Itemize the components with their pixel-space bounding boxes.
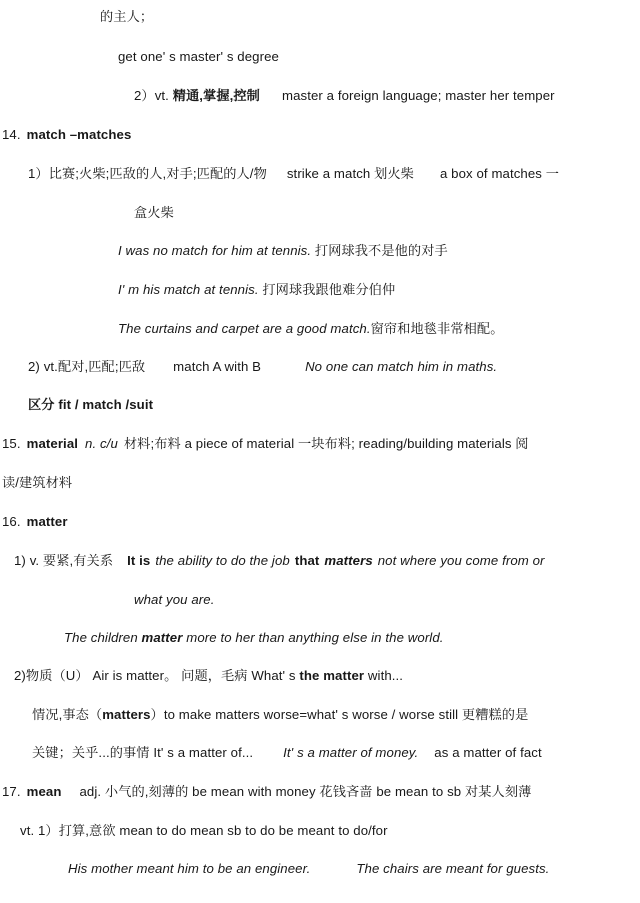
entry-headword-match: match –matches — [26, 127, 132, 142]
text-line-box-of-matches-cont: 盒火柴 — [134, 205, 174, 220]
example-translation-cn: 打网球我不是他的对手 — [311, 243, 448, 258]
phrase-match-a-with-b: match A with B — [173, 359, 262, 374]
definition-material: 材料;布料 a piece of material 一块布料; reading/building materials 阅 — [123, 436, 529, 451]
text-line-match-sense2 — [28, 360, 497, 375]
phrase-with-ellipsis: with... — [364, 668, 404, 683]
entry-headword-matter: matter — [26, 514, 68, 529]
entry-number-14: 14. — [2, 127, 21, 142]
entry-number-16: 16. — [2, 514, 21, 529]
phrase-box-of-matches: a box of matches 一 — [439, 166, 560, 181]
emphasis-matter: matter — [141, 630, 183, 645]
phrase-as-a-matter-of-fact: as a matter of fact — [434, 745, 542, 760]
text-line-mean-examples — [68, 862, 549, 877]
text-line-matter-of — [32, 746, 542, 761]
text-line-master-vt — [134, 89, 555, 104]
text-line-matter-sense1 — [14, 554, 545, 569]
text-line-master-owner: 的主人； — [100, 9, 154, 24]
example-part-a: The children — [64, 630, 142, 645]
part-of-speech-material: n. c/u — [85, 436, 118, 451]
entry-headword-material: material — [26, 436, 79, 451]
text-line-matter-sense2 — [14, 669, 403, 684]
emphasis-matters-plural: matters — [102, 707, 151, 722]
example-sentence-en: No one can match him in maths. — [305, 359, 498, 374]
emphasis-that: that — [294, 553, 320, 568]
example-clause-tail: not where you come from or — [377, 553, 545, 568]
text-line-example-children-matter — [64, 631, 444, 646]
text-line-what-you-are: what you are. — [134, 592, 215, 607]
entry-number-17: 17. — [2, 784, 21, 799]
example-matter-of-money: It' s a matter of money. — [283, 745, 419, 760]
text-line-example-no-match — [118, 244, 448, 259]
text-line-match-sense1 — [28, 167, 559, 182]
emphasis-it-is: It is — [127, 553, 151, 568]
example-translation-cn: 打网球我跟他难分伯仲 — [258, 282, 396, 297]
sense-number-2: 2）vt. — [134, 88, 173, 103]
example-engineer: His mother meant him to be an engineer. — [68, 861, 311, 876]
examples-en: master a foreign language; master her temper — [281, 88, 555, 103]
gloss-chinese-key: 关键；关乎...的事情 It' s a matter of... — [32, 745, 254, 760]
example-translation-cn: 窗帘和地毯非常相配。 — [370, 321, 504, 336]
emphasis-the-matter: the matter — [299, 668, 365, 683]
example-sentence-en: I was no match for him at tennis. — [118, 243, 312, 258]
entry-heading-14 — [2, 128, 131, 143]
text-line-get-masters-degree: get one' s master' s degree — [118, 49, 279, 64]
entry-heading-15 — [2, 437, 529, 452]
gloss-chinese-matter-1: 1) v. 要紧,有关系 — [14, 553, 114, 568]
example-sentence-en: I' m his match at tennis. — [118, 282, 259, 297]
phrase-make-matters-worse: ）to make matters worse=what' s worse / worse still 更糟糕的是 — [150, 707, 529, 722]
text-line-example-curtains — [118, 322, 503, 337]
gloss-chinese: 精通,掌握,控制 — [172, 88, 260, 103]
text-line-material-cont: 读/建筑材料 — [2, 475, 73, 490]
definition-mean-adj: adj. 小气的,刻薄的 be mean with money 花钱吝啬 be mean to sb 对某人刻薄 — [79, 784, 532, 799]
gloss-chinese-matter-2: 2)物质（U） Air is matter。 问题，毛病 What' s — [14, 668, 300, 683]
emphasis-matters: matters — [324, 553, 373, 568]
entry-headword-mean: mean — [26, 784, 62, 799]
gloss-chinese-match-1: 1）比赛;火柴;匹敌的人,对手;匹配的人/物 — [28, 166, 267, 181]
example-part-b: more to her than anything else in the world. — [182, 630, 444, 645]
entry-heading-16 — [2, 515, 68, 530]
gloss-chinese-match-2: 2) vt.配对,匹配;匹敌 — [28, 359, 146, 374]
text-line-mean-vt: vt. 1）打算,意欲 mean to do mean sb to do be meant to do/for — [20, 823, 388, 838]
example-chairs: The chairs are meant for guests. — [356, 861, 550, 876]
entry-heading-17 — [2, 785, 531, 800]
text-line-matter-situation — [32, 708, 528, 723]
text-line-example-his-match — [118, 283, 395, 298]
example-sentence-en: The curtains and carpet are a good match. — [118, 321, 371, 336]
gloss-chinese-situation: 情况,事态（ — [32, 707, 103, 722]
example-clause: the ability to do the job — [155, 553, 290, 568]
phrase-strike-a-match: strike a match 划火柴 — [286, 166, 414, 181]
note-distinguish-fit-match-suit: 区分 fit / match /suit — [28, 397, 154, 412]
entry-number-15: 15. — [2, 436, 21, 451]
